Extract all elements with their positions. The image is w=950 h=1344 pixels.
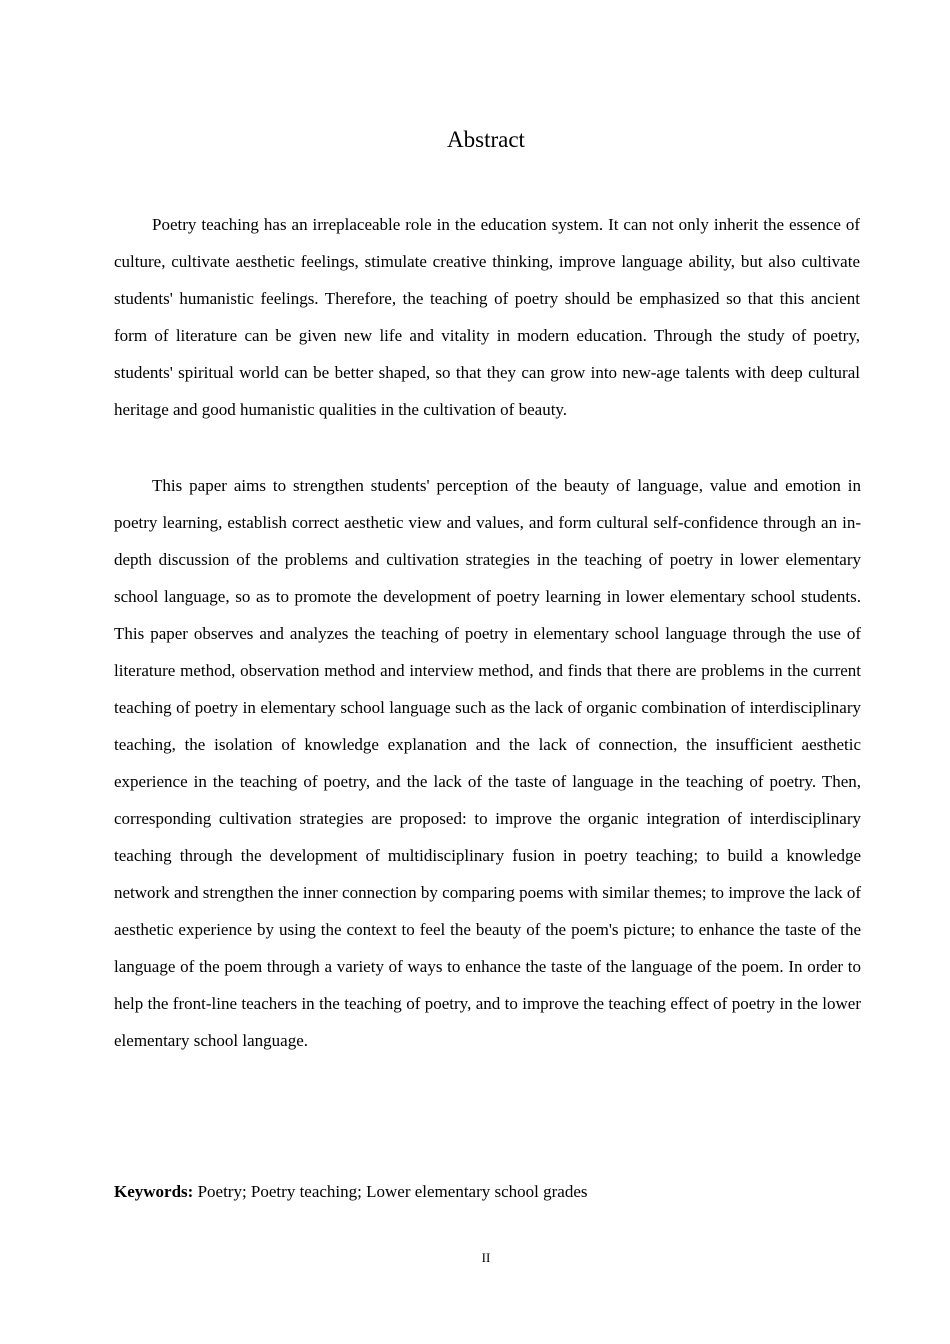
keywords-line bbox=[114, 1179, 588, 1205]
page-number: II bbox=[481, 1250, 491, 1265]
abstract-title: Abstract bbox=[447, 127, 525, 152]
abstract-paragraph-2: This paper aims to strengthen students' perception of the beauty of language, value and emotion in poetry learning, establish correct aesthetic view and values, and form cultural self-confidence through an in-depth discussion of the problems and cultivation strategies in the teaching of poetry in lower elementary school language, so as to promote the development of poetry learning in lower elementary school students. This paper observes and analyzes the teaching of poetry in elementary school language through the use of literature method, observation method and interview method, and finds that there are problems in the current teaching of poetry in elementary school language such as the lack of organic combination of interdisciplinary teaching, the isolation of knowledge explanation and the lack of connection, the insufficient aesthetic experience in the teaching of poetry, and the lack of the taste of language in the teaching of poetry. Then, corresponding cultivation strategies are proposed: to improve the organic integration of interdisciplinary teaching through the development of multidisciplinary fusion in poetry teaching; to build a knowledge network and strengthen the inner connection by comparing poems with similar themes; to improve the lack of aesthetic experience by using the context to feel the beauty of the poem's picture; to enhance the taste of the language of the poem through a variety of ways to enhance the taste of the language of the poem. In order to help the front-line teachers in the teaching of poetry, and to improve the teaching effect of poetry in the lower elementary school language. bbox=[114, 476, 861, 1050]
keywords-value: Poetry; Poetry teaching; Lower elementary school grades bbox=[197, 1182, 588, 1201]
abstract-paragraph-1: Poetry teaching has an irreplaceable role in the education system. It can not only inherit the essence of culture, cultivate aesthetic feelings, stimulate creative thinking, improve language ability, but also cultivate students' humanistic feelings. Therefore, the teaching of poetry should be emphasized so that this ancient form of literature can be given new life and vitality in modern education. Through the study of poetry, students' spiritual world can be better shaped, so that they can grow into new-age talents with deep cultural heritage and good humanistic qualities in the cultivation of beauty. bbox=[114, 215, 860, 419]
keywords-label: Keywords: bbox=[114, 1182, 194, 1201]
